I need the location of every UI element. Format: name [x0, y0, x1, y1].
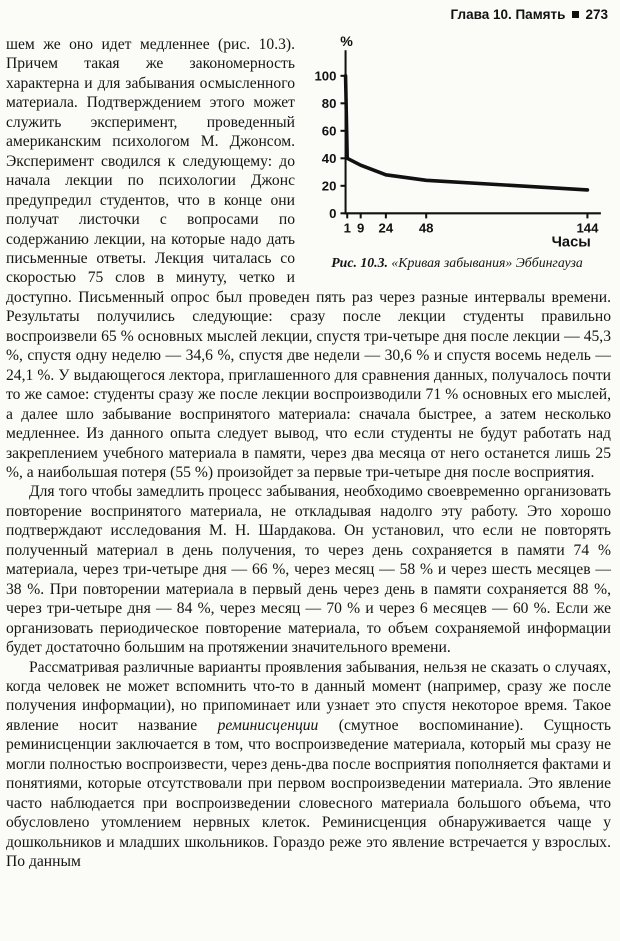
- page-number: 273: [585, 7, 608, 22]
- svg-text:100: 100: [314, 68, 337, 84]
- svg-text:60: 60: [321, 123, 337, 139]
- svg-text:20: 20: [321, 178, 337, 194]
- paragraph-3-text: Рассматривая различные варианты проявления забывания, нельзя не сказать о случаях, когда человек не может вспомнить что-то в данный момент (например, сразу же после получения информации), но припоминает или узнает это спустя некоторое время. Такое явление носит название: [6, 658, 611, 734]
- svg-text:Часы: Часы: [551, 234, 591, 250]
- figure-caption-text: «Кривая забывания» Эббингауза: [387, 254, 583, 270]
- figure-caption: [303, 254, 611, 271]
- svg-text:48: 48: [418, 220, 434, 236]
- paragraph-2: Для того чтобы замедлить процесс забывания, необходимо своевременно организовать повторение воспринятого материала, не откладывая надолго эту работу. Это хорошо подтверждают исследования М. Н. Шардакова. Он установил, что если не повторять полученный материал в день получения, то через день сохраняется в памяти 74 % материала, через три-четыре дня — 66 %, через месяц — 58 % и через шесть месяцев — 38 %. При повторении материала в первый день через день в памяти сохраняется 88 %, через три-четыре дня — 84 %, через месяц — 70 % и через 6 месяцев — 60 %. Если же организовать периодическое повторение материала, то объем сохраняемой информации будет достаточно большим на протяжении значительного времени.: [6, 483, 611, 657]
- page-header: [6, 7, 611, 23]
- svg-text:40: 40: [321, 150, 337, 166]
- svg-text:0: 0: [329, 205, 337, 221]
- svg-text:9: 9: [357, 220, 365, 236]
- page-content: [6, 35, 611, 871]
- paragraph-1: шем же оно идет медленнее (рис. 10.3). Причем такая же закономерность характерна и для забывания осмысленного материала. Подтверждением этого может служить эксперимент, проведенный американским психологом М. Джонсом. Эксперимент сводился к следующему: до начала лекции по психологии Джонс предупредил студентов, что в конце они получат листочки с вопросами по содержанию лекции, на которые надо дать письменные ответы. Лекция читалась со скоростью 75 слов в минуту, четко и доступно. Письменный опрос был проведен пять раз через разные интервалы времени. Результаты получились следующие: сразу после лекции студенты правильно воспроизвели 65 % основных мыслей лекции, спустя три-четыре дня после лекции — 45,3 %, спустя одну неделю — 34,6 %, спустя две недели — 30,6 % и спустя восемь недель — 24,1 %. У выдающегося лектора, приглашенного для сравнения данных, получалось почти то же самое: студенты сразу же после лекции воспроизводили 71 % основных его мыслей, а далее шло забывание воспринятого материала: сначала быстрее, а затем несколько медленнее. Из данного опыта следует вывод, что если студенты не будут работать над закреплением учебного материала в памяти, через два месяца от него останется лишь 25 %, а наибольшая потеря (55 %) произойдет за первые три-четыре дня после восприятия.: [6, 36, 611, 481]
- chapter-title: Глава 10. Память: [450, 7, 566, 22]
- square-bullet-icon: [572, 11, 579, 18]
- svg-text:1: 1: [343, 220, 351, 236]
- svg-text:80: 80: [321, 95, 337, 111]
- figure-10-3: [303, 35, 611, 271]
- forgetting-curve-chart: [303, 35, 611, 250]
- svg-text:%: %: [340, 35, 353, 51]
- figure-caption-label: Рис. 10.3.: [331, 254, 388, 270]
- svg-text:144: 144: [576, 220, 599, 236]
- paragraph-3-text-cont: (смутное воспоминание). Сущность реминисценции заключается в том, что воспроизведение материала, который мы сразу не могли полностью воспроизвести, через день-два после восприятия пополняется фактами и понятиями, которые отсутствовали при первом воспроизведении материала. Это явление часто наблюдается при воспроизведении словесного материала большого объема, что обусловлено утомлением нервных клеток. Реминисценция обнаруживается чаще у дошкольников и младших школьников. Гораздо реже это явление встречается у взрослых. По данным: [6, 716, 611, 871]
- paragraph-3: [6, 658, 611, 872]
- reminiscence-term: реминисценции: [217, 716, 319, 734]
- svg-text:24: 24: [378, 220, 394, 236]
